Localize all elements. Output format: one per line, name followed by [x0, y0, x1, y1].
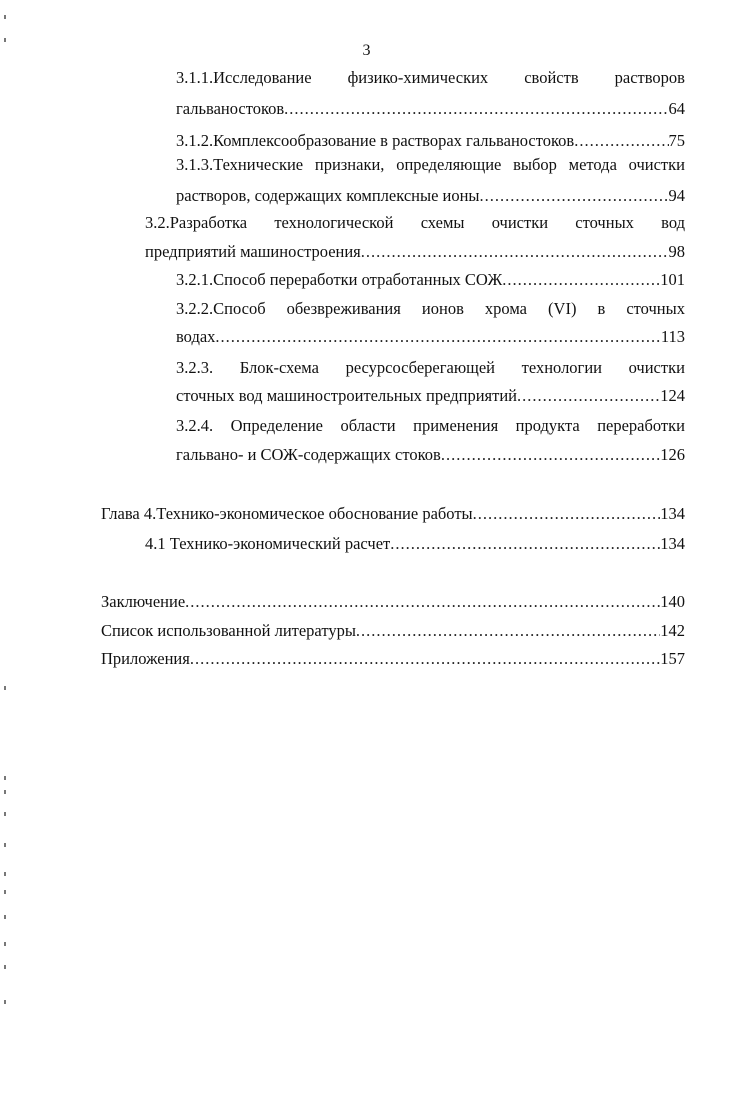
dot-leader — [185, 592, 660, 612]
toc-entry-text: гальвано- и СОЖ-содержащих стоков — [176, 445, 441, 464]
scan-mark — [4, 790, 6, 794]
toc-entry-3-2-2[interactable] — [176, 299, 685, 319]
toc-word: переработки — [597, 416, 685, 435]
toc-page-number: 157 — [660, 649, 685, 668]
toc-word: свойств — [524, 68, 579, 87]
toc-entry-3-1-1-cont[interactable] — [176, 99, 685, 119]
toc-entry-text: 3.1.2.Комплексообразование в растворах гальваностоков — [176, 131, 575, 150]
toc-word: 3.2.2.Способ — [176, 299, 266, 318]
toc-word: 3.2.Разработка — [145, 213, 248, 232]
toc-page-number: 134 — [660, 504, 685, 523]
toc-word: ресурсосберегающей — [345, 358, 496, 377]
toc-word: выбор — [513, 155, 557, 174]
scan-mark — [4, 15, 6, 19]
dot-leader — [574, 131, 668, 151]
scan-mark — [4, 915, 6, 919]
toc-word: обезвреживания — [286, 299, 401, 318]
toc-entry-references[interactable] — [101, 621, 685, 641]
scan-mark — [4, 38, 6, 42]
toc-entry-text: гальваностоков — [176, 99, 285, 118]
toc-word: схемы — [420, 213, 465, 232]
dot-leader — [390, 534, 660, 554]
scan-mark — [4, 890, 6, 894]
toc-word: хрома — [484, 299, 527, 318]
toc-word: очистки — [491, 213, 549, 232]
toc-word: очистки — [628, 358, 685, 377]
dot-leader — [356, 621, 660, 641]
toc-word: Определение — [230, 416, 323, 435]
toc-page-number: 142 — [660, 621, 685, 640]
toc-page-number: 113 — [660, 327, 685, 346]
toc-entry-3-1-3-cont[interactable] — [176, 186, 685, 206]
toc-entry-3-2-2-cont[interactable] — [176, 327, 685, 347]
page-number: 3 — [362, 42, 371, 59]
toc-word: 3.2.3. — [176, 358, 214, 377]
toc-entry-3-2-1[interactable] — [176, 270, 685, 290]
toc-entry-text: Заключение — [101, 592, 186, 611]
toc-word: 3.1.1.Исследование — [176, 68, 312, 87]
toc-entry-text: Приложения — [101, 649, 190, 668]
toc-page-number: 134 — [660, 534, 685, 553]
toc-page-number: 98 — [668, 242, 685, 261]
dot-leader — [190, 649, 660, 669]
dot-leader — [473, 504, 661, 524]
toc-entry-text: сточных вод машиностроительных предприятий — [176, 386, 517, 405]
toc-word: 3.2.4. — [176, 416, 214, 435]
scan-mark — [4, 776, 6, 780]
toc-page-number: 64 — [668, 99, 685, 118]
toc-word: сточных — [626, 299, 685, 318]
scan-mark — [4, 942, 6, 946]
toc-word: Блок-схема — [239, 358, 319, 377]
toc-entry-3-2-cont[interactable] — [145, 242, 685, 262]
toc-entry-text: растворов, содержащих комплексные ионы — [176, 186, 480, 205]
toc-word: определяющие — [396, 155, 502, 174]
toc-entry-3-2[interactable] — [145, 213, 685, 233]
toc-word: области — [340, 416, 396, 435]
toc-word: сточных — [575, 213, 634, 232]
dot-leader — [502, 270, 660, 290]
toc-entry-text: 3.2.1.Способ переработки отработанных СОЖ — [176, 270, 503, 289]
dot-leader — [284, 99, 668, 119]
toc-word: технологической — [274, 213, 394, 232]
scan-mark — [4, 872, 6, 876]
toc-word: ионов — [421, 299, 464, 318]
toc-word: в — [597, 299, 606, 318]
dot-leader — [441, 445, 660, 465]
toc-word: продукта — [515, 416, 580, 435]
toc-word: применения — [413, 416, 499, 435]
toc-entry-text: Список использованной литературы — [101, 621, 356, 640]
toc-entry-conclusion[interactable] — [101, 592, 685, 612]
toc-word: очистки — [628, 155, 685, 174]
toc-entry-appendices[interactable] — [101, 649, 685, 669]
toc-page-number: 101 — [660, 270, 685, 289]
toc-entry-3-1-3[interactable] — [176, 155, 685, 175]
toc-entry-chapter-4[interactable] — [101, 504, 685, 524]
toc-word: (VI) — [548, 299, 577, 318]
toc-entry-4-1[interactable] — [145, 534, 685, 554]
toc-entry-text: водах — [176, 327, 216, 346]
scan-mark — [4, 812, 6, 816]
toc-page-number: 126 — [660, 445, 685, 464]
dot-leader — [480, 186, 669, 206]
toc-entry-3-1-2[interactable] — [176, 131, 685, 151]
scan-mark — [4, 686, 6, 690]
dot-leader — [517, 386, 660, 406]
toc-entry-3-2-3[interactable] — [176, 358, 685, 378]
toc-word: вод — [661, 213, 685, 232]
toc-word: метода — [568, 155, 617, 174]
toc-entry-3-1-1[interactable] — [176, 68, 685, 88]
dot-leader — [215, 327, 660, 347]
toc-entry-text: Глава 4.Технико-экономическое обоснование работы — [101, 504, 473, 523]
dot-leader — [361, 242, 669, 262]
toc-entry-3-2-3-cont[interactable] — [176, 386, 685, 406]
scan-mark — [4, 1000, 6, 1004]
scan-mark — [4, 843, 6, 847]
toc-entry-3-2-4-cont[interactable] — [176, 445, 685, 465]
toc-entry-text: 4.1 Технико-экономический расчет — [145, 534, 391, 553]
toc-entry-3-2-4[interactable] — [176, 416, 685, 436]
toc-word: растворов — [614, 68, 685, 87]
toc-entry-text: предприятий машиностроения — [145, 242, 361, 261]
toc-page-number: 75 — [668, 131, 685, 150]
toc-page-number: 124 — [660, 386, 685, 405]
toc-word: технологии — [521, 358, 602, 377]
toc-page-number: 94 — [668, 186, 685, 205]
toc-word: физико-химических — [347, 68, 489, 87]
toc-page-number: 140 — [660, 592, 685, 611]
scan-mark — [4, 965, 6, 969]
toc-word: 3.1.3.Технические — [176, 155, 304, 174]
toc-word: признаки, — [314, 155, 385, 174]
